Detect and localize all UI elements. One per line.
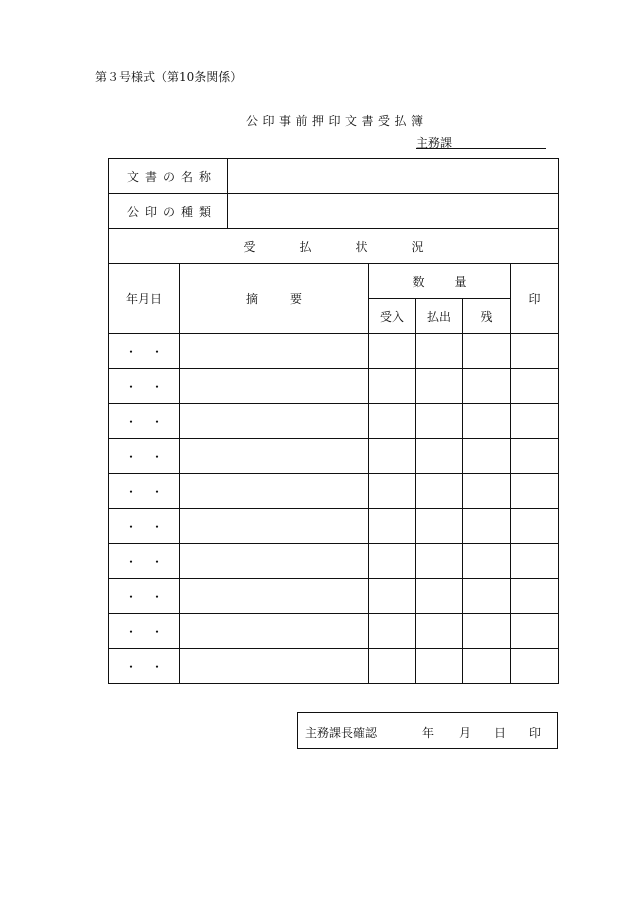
row-issued-cell[interactable] [416, 334, 463, 369]
row-seal-cell[interactable] [511, 334, 559, 369]
table-row [109, 509, 559, 544]
row-seal-cell[interactable] [511, 404, 559, 439]
row-date-cell: ・・ [109, 579, 180, 614]
info-row-seal-type [109, 194, 559, 229]
row-received-cell[interactable] [369, 544, 416, 579]
row-date-cell: ・・ [109, 649, 180, 684]
row-seal-cell[interactable] [511, 649, 559, 684]
row-seal-cell[interactable] [511, 579, 559, 614]
row-issued-cell[interactable] [416, 544, 463, 579]
section-title: 受払状況 [109, 229, 559, 264]
row-balance-cell[interactable] [463, 509, 511, 544]
table-row [109, 474, 559, 509]
row-date-cell: ・・ [109, 334, 180, 369]
row-date-cell: ・・ [109, 474, 180, 509]
quantity-column-header: 数量 [369, 264, 511, 299]
table-row [109, 404, 559, 439]
row-summary-cell[interactable] [180, 614, 369, 649]
row-balance-cell[interactable] [463, 649, 511, 684]
row-balance-cell[interactable] [463, 334, 511, 369]
document-name-value[interactable] [228, 159, 559, 194]
row-balance-cell[interactable] [463, 404, 511, 439]
row-issued-cell[interactable] [416, 439, 463, 474]
row-issued-cell[interactable] [416, 474, 463, 509]
form-number: 第３号様式（第10条関係） [95, 70, 243, 84]
row-balance-cell[interactable] [463, 439, 511, 474]
row-received-cell[interactable] [369, 474, 416, 509]
table-row [109, 614, 559, 649]
row-summary-cell[interactable] [180, 334, 369, 369]
confirmation-day: 日 [494, 726, 507, 740]
manager-confirmation-box [297, 712, 558, 749]
table-row [109, 439, 559, 474]
department-underline [416, 148, 546, 149]
received-column-header: 受入 [369, 299, 416, 334]
page-title: 公印事前押印文書受払簿 [246, 114, 428, 128]
row-date-cell: ・・ [109, 544, 180, 579]
confirmation-label: 主務課長確認 [305, 726, 378, 740]
row-seal-cell[interactable] [511, 614, 559, 649]
row-date-cell: ・・ [109, 404, 180, 439]
row-seal-cell[interactable] [511, 544, 559, 579]
row-summary-cell[interactable] [180, 474, 369, 509]
row-date-cell: ・・ [109, 614, 180, 649]
balance-column-header: 残 [463, 299, 511, 334]
row-summary-cell[interactable] [180, 369, 369, 404]
department-field [416, 134, 452, 151]
header-row-1 [109, 264, 559, 299]
row-issued-cell[interactable] [416, 614, 463, 649]
ledger-table [108, 158, 559, 684]
row-summary-cell[interactable] [180, 404, 369, 439]
table-row [109, 544, 559, 579]
row-seal-cell[interactable] [511, 474, 559, 509]
row-received-cell[interactable] [369, 649, 416, 684]
confirmation-seal: 印 [529, 726, 542, 740]
row-issued-cell[interactable] [416, 404, 463, 439]
row-received-cell[interactable] [369, 614, 416, 649]
row-date-cell: ・・ [109, 439, 180, 474]
date-column-header: 年月日 [109, 264, 180, 334]
row-summary-cell[interactable] [180, 649, 369, 684]
row-issued-cell[interactable] [416, 649, 463, 684]
department-label: 主務課 [416, 136, 453, 150]
seal-type-label: 公印の種類 [109, 194, 228, 229]
table-row [109, 649, 559, 684]
row-balance-cell[interactable] [463, 544, 511, 579]
row-summary-cell[interactable] [180, 439, 369, 474]
row-balance-cell[interactable] [463, 369, 511, 404]
row-seal-cell[interactable] [511, 369, 559, 404]
table-row [109, 334, 559, 369]
table-row [109, 369, 559, 404]
row-issued-cell[interactable] [416, 509, 463, 544]
table-row [109, 579, 559, 614]
row-summary-cell[interactable] [180, 509, 369, 544]
confirmation-year: 年 [422, 726, 435, 740]
row-issued-cell[interactable] [416, 579, 463, 614]
summary-column-header: 摘要 [180, 264, 369, 334]
row-balance-cell[interactable] [463, 614, 511, 649]
row-received-cell[interactable] [369, 334, 416, 369]
row-date-cell: ・・ [109, 369, 180, 404]
seal-type-value[interactable] [228, 194, 559, 229]
row-received-cell[interactable] [369, 509, 416, 544]
seal-column-header: 印 [511, 264, 559, 334]
document-name-label: 文書の名称 [109, 159, 228, 194]
row-received-cell[interactable] [369, 369, 416, 404]
row-balance-cell[interactable] [463, 474, 511, 509]
row-balance-cell[interactable] [463, 579, 511, 614]
row-seal-cell[interactable] [511, 509, 559, 544]
row-seal-cell[interactable] [511, 439, 559, 474]
row-summary-cell[interactable] [180, 579, 369, 614]
info-row-document-name [109, 159, 559, 194]
confirmation-month: 月 [459, 726, 472, 740]
row-summary-cell[interactable] [180, 544, 369, 579]
row-date-cell: ・・ [109, 509, 180, 544]
row-received-cell[interactable] [369, 404, 416, 439]
row-received-cell[interactable] [369, 439, 416, 474]
row-issued-cell[interactable] [416, 369, 463, 404]
row-received-cell[interactable] [369, 579, 416, 614]
issued-column-header: 払出 [416, 299, 463, 334]
section-title-row [109, 229, 559, 264]
